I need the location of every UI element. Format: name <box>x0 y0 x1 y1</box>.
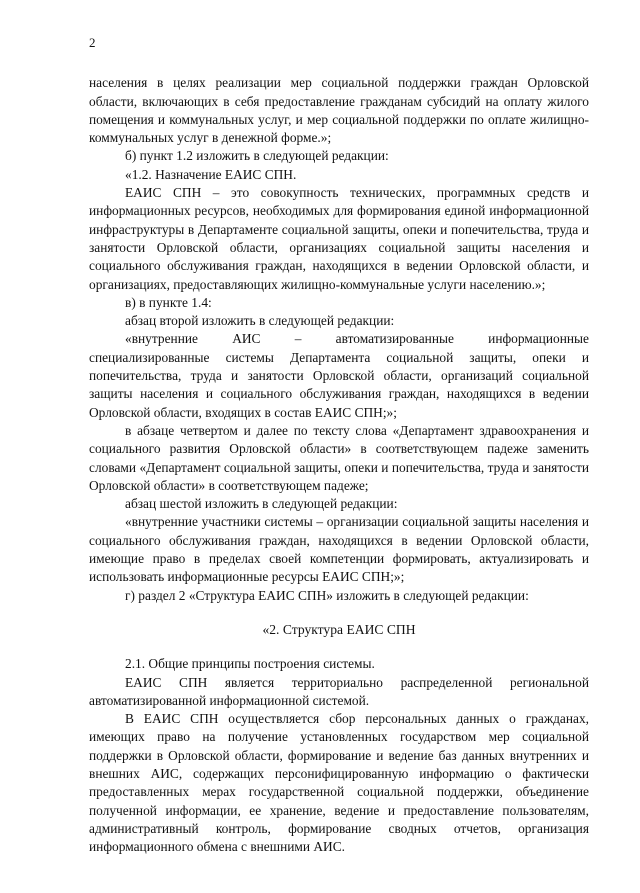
paragraph: 2.1. Общие принципы построения системы. <box>125 656 375 672</box>
paragraph: В ЕАИС СПН осуществляется сбор персональных данных о гражданах, имеющих право на получение установленных государством мер социальной поддержки в Орловской области, формирование и ведение баз данных внутренних и внешних АИС, содержащих персонифицированную информацию о фактически предоставленных мерах государственной социальной поддержки, объединение полученной информации, ее хранение, ведение и предоставление пользователям, административный контроль, формирование сводных отчетов, организация информационного обмена с внешними АИС. <box>89 711 589 855</box>
paragraph: абзац второй изложить в следующей редакции: <box>125 313 395 329</box>
paragraph: г) раздел 2 «Структура ЕАИС СПН» изложить в следующей редакции: <box>125 587 529 603</box>
section-heading: «2. Структура ЕАИС СПН <box>262 621 416 637</box>
paragraph: ЕАИС СПН – это совокупность технических, программных средств и информационных ресурсов, необходимых для формирования единой информационной инфраструктуры в Департаменте социальной защиты, опеки и попечительства, труда и занятости Орловской области, организациях социальной защиты населения и социального обслуживания граждан, находящихся в ведении Орловской области, и организациях, предоставляющих жилищно-коммунальные услуги населению.»; <box>89 185 589 292</box>
page-number: 2 <box>89 35 96 50</box>
paragraph: «внутренние АИС – автоматизированные информационные специализированные системы Департамента социальной защиты, опеки и попечительства, труда и занятости Орловской области, организаций социальной защиты населения и социального обслуживания граждан, находящихся в ведении Орловской области, входящих в состав ЕАИС СПН;»; <box>89 331 589 420</box>
bottom-text-block <box>89 655 589 856</box>
paragraph: «1.2. Назначение ЕАИС СПН. <box>125 166 297 182</box>
top-text-block <box>89 74 589 605</box>
document-page <box>89 34 589 856</box>
paragraph: «внутренние участники системы – организации социальной защиты населения и социального обслуживания граждан, находящихся в ведении Орловской области, имеющие право в пределах своей компетенции формировать, актуализировать и использовать информационные ресурсы ЕАИС СПН;»; <box>89 514 589 585</box>
paragraph: в абзаце четвертом и далее по тексту слова «Департамент здравоохранения и социального развития Орловской области» в соответствующем падеже заменить словами «Департамент социальной защиты, опеки и попечительства, труда и занятости Орловской области» в соответствующем падеже; <box>89 422 589 493</box>
paragraph: в) в пункте 1.4: <box>125 294 212 310</box>
paragraph: населения в целях реализации мер социальной поддержки граждан Орловской области, включающих в себя предоставление гражданам субсидий на оплату жилого помещения и коммунальных услуг, и мер социальной поддержки по оплате жилищно-коммунальных услуг в денежной форме.»; <box>89 75 589 146</box>
paragraph: б) пункт 1.2 изложить в следующей редакции: <box>125 148 389 164</box>
paragraph: абзац шестой изложить в следующей редакции: <box>125 496 398 512</box>
paragraph: ЕАИС СПН является территориально распределенной региональной автоматизированной информационной системой. <box>89 674 589 708</box>
